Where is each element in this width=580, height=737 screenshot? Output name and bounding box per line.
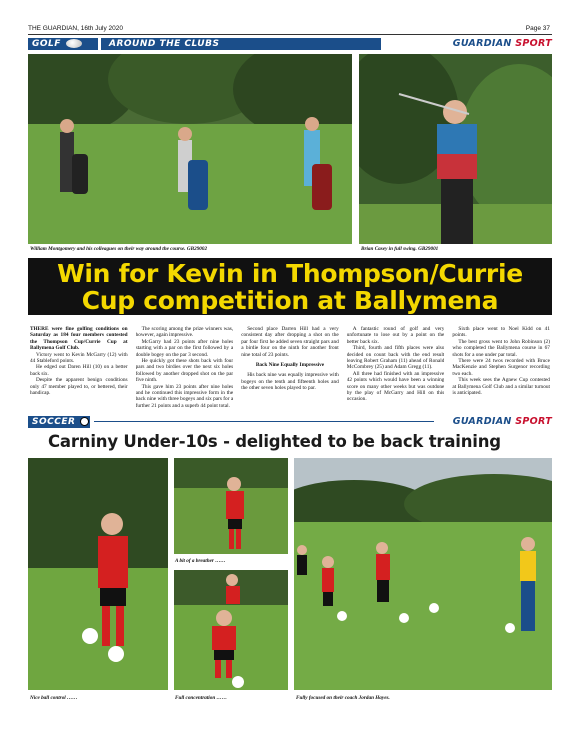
article-column-3 [241,326,339,410]
page-number: Page 37 [525,25,550,32]
photo-breather [174,458,288,554]
article-column-4 [347,326,445,410]
photo-ball-control [28,458,168,690]
article-paragraph: The scoring among the prize winners was, however, again impressive. [135,326,234,339]
golf-headline-line-1: Win for Kevin in Thompson/Currie [57,259,523,288]
caption-coach-focus: Fully focused on their coach Jordan Hayes. [296,695,390,701]
guardian-sport-logo: GUARDIAN SPORT [452,416,552,427]
caption-golfers-walking: William Montgomery and his colleagues on their way around the course. GB29002 [30,246,208,252]
golf-label: GOLF [32,38,61,49]
article-lead: THERE were fine golfing conditions on Saturday as 184 four members contested the Thompson Cup/Currie Cup at Ballymena Golf Club. [30,326,128,352]
caption-brian-casey: Brian Casey in full swing. GB29001 [361,246,439,252]
article-column-1 [30,326,128,410]
soccer-rule [94,421,434,422]
article-paragraph: Victory went to Kevin McGarry (12) with 44 Stableford points. [30,351,128,365]
golf-ball-icon [66,39,82,48]
header-rule [28,34,552,35]
caption-breather: A bit of a breather …… [175,558,226,564]
article-paragraph: The best gross went to John Robinson (2) who completed the Ballymena course in 67 shots for a one under par total. [452,338,550,358]
article-subhead: Back Nine Equally Impressive [255,362,325,369]
article-column-2 [136,326,234,410]
soccer-headline: Carniny Under-10s - delighted to be back training [48,432,501,451]
article-paragraph: There were 24 twos recorded with Bruce MacKenzie and Stephen Surgenor recording two each. [452,358,550,377]
article-paragraph: This gave him 23 points after nine holes and he continued this impressive form in the back nine with three bogeys and six pars for a further 21 points and a superb 44 point total. [135,383,234,409]
golf-article [30,326,550,410]
golf-headline-line-2: Cup competition at Ballymena [81,286,499,315]
article-paragraph: This week sees the Agnew Cup contested at Ballymena Golf Club and a similar turnout is anticipated. [452,377,550,397]
article-paragraph: McGarry had 23 points after nine holes starting with a par on the first followed by a double bogey on the par 3 second. [135,338,234,358]
around-clubs-bar [101,38,381,50]
soccer-tag [28,416,90,428]
golf-tag [28,38,98,50]
article-paragraph: Despite the apparent benign conditions only 47 member played to, or bettered, their handicap. [30,377,128,397]
golf-section-bar [28,37,552,50]
article-paragraph: He quickly got these shots back with four pars and two birdies over the next six holes followed by another dropped shot on the par five ninth. [135,358,234,384]
guardian-sport-logo: GUARDIAN SPORT [452,38,552,49]
photo-coach-focus [294,458,552,690]
article-paragraph: Third, fourth and fifth places were also decided on count back with the end result leaving Robert Graham (11) ahead of Ronald McCombrey (25) and Adam Gregg (11). [346,345,445,371]
photo-concentration [174,570,288,690]
caption-ball-control: Nice ball control …… [30,695,78,701]
soccer-section-bar [28,415,552,428]
masthead-date: THE GUARDIAN, 16th July 2020 [28,25,124,32]
article-paragraph: His back nine was equally impressive with bogeys on the tenth and fifteenth holes and the other seven holes played to par. [241,372,339,392]
article-paragraph: A fantastic round of golf and very unfortunate to lose out by a point on the better back six. [346,326,445,345]
golf-headline [28,258,552,315]
article-column-5 [452,326,550,410]
football-icon [80,417,89,426]
photo-golfers-walking [28,54,352,244]
article-paragraph: Sixth place went to Noel Kidd on 41 points. [452,326,550,339]
article-paragraph: Second place Darren Hill had a very consistent day after dropping a shot on the par four first he added seven straight pars and a birdie four on the ninth for another front nine total of 23 points. [241,326,339,358]
around-clubs-label: AROUND THE CLUBS [109,38,220,49]
article-paragraph: All three had finished with an impressive 42 points which would have been a winning score on many other weeks but was outdone by the play of McGarry and Hill on this occasion. [346,370,445,403]
article-paragraph: He edged out Daren Hill (10) on a better back six. [30,364,128,377]
caption-concentration: Full concentration …… [175,695,227,701]
photo-brian-casey-swing [359,54,552,244]
soccer-label: SOCCER [32,416,76,427]
